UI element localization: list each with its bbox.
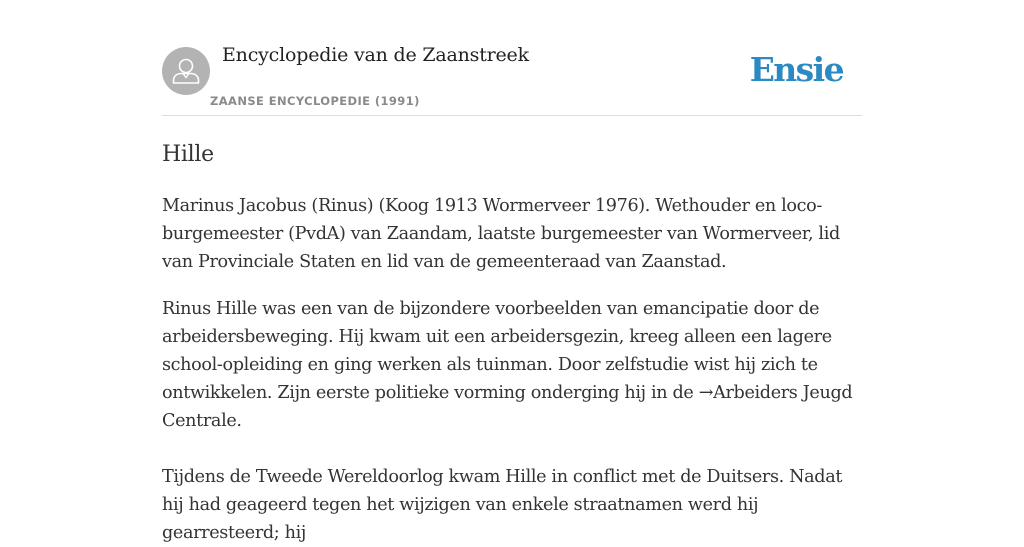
article-title: Hille bbox=[162, 142, 214, 167]
user-icon bbox=[162, 47, 210, 95]
article-paragraph-1: Marinus Jacobus (Rinus) (Koog 1913 Wormerveer 1976). Wethouder en loco-burgemeester (PvdA) van Zaandam, laatste burgemeester van Wormerveer, lid van Provinciale Staten en lid van de gemeenteraad van Zaanstad. bbox=[162, 196, 840, 272]
article bbox=[162, 140, 862, 547]
source-header bbox=[162, 0, 862, 116]
paragraph-2-text: Rinus Hille was een van de bijzondere voorbeelden van emancipatie door de arbeidersbeweging. Hij kwam uit een arbeidersgezin, kreeg alleen een lagere school-opleiding en ging werken als tuinman. Door zelfstudie wist hij zich te ontwikkelen. Zijn eerste politieke vorming onderging hij in de bbox=[162, 299, 832, 403]
source-subtitle: ZAANSE ENCYCLOPEDIE (1991) bbox=[210, 94, 420, 108]
brand-logo-link[interactable]: Ensie bbox=[749, 50, 843, 89]
cross-reference-link[interactable]: →Arbeiders Jeugd Centrale bbox=[162, 383, 853, 431]
article-paragraph-2 bbox=[162, 295, 862, 435]
avatar[interactable] bbox=[162, 47, 210, 95]
source-title-link[interactable]: Encyclopedie van de Zaanstreek bbox=[222, 44, 529, 66]
article-paragraph-3: Tijdens de Tweede Wereldoorlog kwam Hille in conflict met de Duitsers. Nadat hij had geageerd tegen het wijzigen van enkele straatnamen werd hij gearresteerd; hij bbox=[162, 467, 843, 543]
paragraph-2-end: . bbox=[236, 411, 242, 431]
